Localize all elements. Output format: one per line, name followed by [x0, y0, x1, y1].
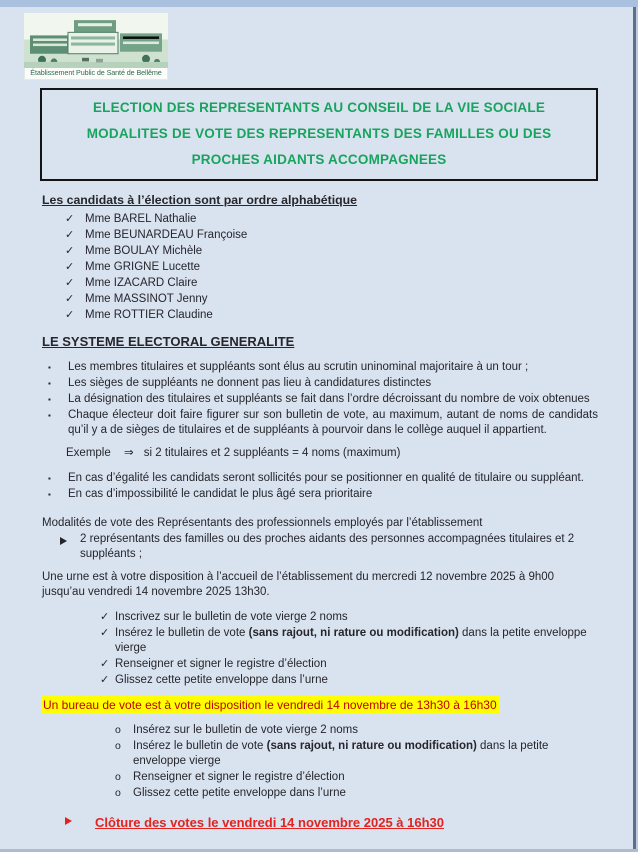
step-item — [115, 786, 633, 801]
step-text: Renseigner et signer le registre d’élection — [115, 658, 327, 670]
candidates-list — [65, 211, 633, 323]
candidate-name: Mme ROTTIER Claudine — [85, 309, 213, 321]
step-item — [100, 657, 633, 672]
document-page — [0, 7, 633, 830]
candidate-name: Mme GRIGNE Lucette — [85, 261, 201, 273]
candidate-item — [65, 243, 633, 259]
candidate-item — [65, 259, 633, 275]
check-icon: ✓ — [100, 674, 110, 686]
rule-item — [48, 471, 633, 486]
candidate-item — [65, 291, 633, 307]
square-bullet-icon: ▪ — [48, 379, 51, 388]
rule-item — [48, 392, 633, 407]
modalites-intro: Modalités de vote des Représentants des professionnels employés par l’établissement — [42, 517, 483, 529]
modalites-item — [60, 532, 633, 562]
rightwards-arrow-icon: ⇒ — [123, 447, 134, 459]
square-bullet-icon: ▪ — [48, 363, 51, 372]
square-bullet-icon: ▪ — [48, 411, 51, 420]
hospital-aerial-image — [24, 13, 168, 68]
check-icon: ✓ — [65, 261, 75, 273]
example-text: si 2 titulaires et 2 suppléants = 4 noms (maximum) — [143, 447, 401, 459]
circle-bullet-icon: o — [115, 724, 121, 736]
candidate-item — [65, 227, 633, 243]
step-item — [115, 770, 633, 785]
candidate-name: Mme MASSINOT Jenny — [85, 293, 208, 305]
step-text: Insérez le bulletin de vote (sans rajout, ni rature ou modification) dans la petite enveloppe vierge — [115, 627, 587, 654]
rule-item — [48, 360, 633, 375]
system-heading: LE SYSTEME ELECTORAL GENERALITE — [42, 334, 295, 349]
title-line-2: MODALITES DE VOTE DES REPRESENTANTS DES FAMILLES OU DES — [86, 126, 552, 141]
circle-bullet-icon: o — [115, 787, 121, 799]
example-label: Exemple — [66, 447, 111, 459]
step-text: Renseigner et signer le registre d’élection — [133, 771, 345, 783]
bureau-announcement — [42, 696, 633, 714]
check-icon: ✓ — [65, 293, 75, 305]
check-icon: ✓ — [100, 611, 110, 623]
tie-rules-list — [48, 471, 633, 502]
rule-item — [48, 487, 633, 502]
rule-text: Les membres titulaires et suppléants sont élus au scrutin uninominal majoritaire à un tour ; — [68, 361, 529, 373]
closing-line — [65, 815, 633, 830]
step-text-bold: (sans rajout, ni rature ou modification) — [266, 740, 477, 752]
step-item — [100, 610, 633, 625]
arrowhead-icon — [60, 532, 80, 550]
circle-bullet-icon: o — [115, 740, 121, 752]
rule-text: Chaque électeur doit faire figurer sur son bulletin de vote, au maximum, autant de noms de candidats qu’il y a de sièges de titulaires et de suppléants à pourvoir dans le collège auquel il appartient. — [68, 409, 598, 436]
arrowhead-icon — [65, 815, 85, 830]
step-text: Glissez cette petite enveloppe dans l’urne — [115, 674, 328, 686]
check-icon: ✓ — [65, 277, 75, 289]
square-bullet-icon: ▪ — [48, 395, 51, 404]
closing-text: Clôture des votes le vendredi 14 novembre 2025 à 16h30 — [95, 815, 444, 830]
rule-text: La désignation des titulaires et suppléants se fait dans l’ordre décroissant du nombre de voix obtenues — [68, 393, 590, 405]
window-top-edge — [0, 0, 638, 7]
title-line-3: PROCHES AIDANTS ACCOMPAGNEES — [191, 152, 447, 167]
candidate-name: Mme BEUNARDEAU Françoise — [85, 229, 248, 241]
candidate-name: Mme BOULAY Michèle — [85, 245, 203, 257]
step-text-bold: (sans rajout, ni rature ou modification) — [248, 627, 459, 639]
example-line — [66, 446, 633, 461]
vote-steps-list — [100, 610, 633, 688]
check-icon: ✓ — [65, 245, 75, 257]
check-icon: ✓ — [100, 627, 110, 639]
logo-caption: Établissement Public de Santé de Bellême — [30, 68, 162, 77]
rule-text: En cas d’impossibilité le candidat le plus âgé sera prioritaire — [68, 488, 373, 500]
step-item — [115, 739, 633, 769]
check-icon: ✓ — [65, 309, 75, 321]
step-text: Insérez le bulletin de vote (sans rajout, ni rature ou modification) dans la petite enveloppe vierge — [133, 740, 549, 767]
candidate-item — [65, 307, 633, 323]
urne-paragraph: Une urne est à votre disposition à l’accueil de l’établissement du mercredi 12 novembre 2025 à 9h00 jusqu’au vendredi 14 novembre 2025 13h30. — [42, 571, 555, 598]
title-box — [40, 88, 598, 181]
title-line-1: ELECTION DES REPRESENTANTS AU CONSEIL DE LA VIE SOCIALE — [92, 100, 546, 115]
candidate-item — [65, 211, 633, 227]
modalites-item-text: 2 représentants des familles ou des proches aidants des personnes accompagnées titulaires et 2 suppléants ; — [80, 533, 575, 560]
highlighted-text: Un bureau de vote est à votre disposition le vendredi 14 novembre de 13h30 à 16h30 — [42, 696, 500, 714]
candidates-heading: Les candidats à l’élection sont par ordre alphabétique — [42, 193, 358, 207]
page-right-border — [633, 7, 636, 852]
square-bullet-icon: ▪ — [48, 474, 51, 483]
rule-item — [48, 408, 633, 438]
establishment-logo — [24, 13, 168, 80]
step-text: Inscrivez sur le bulletin de vote vierge 2 noms — [115, 611, 348, 623]
bureau-steps-list — [115, 723, 633, 801]
candidate-name: Mme BAREL Nathalie — [85, 213, 197, 225]
check-icon: ✓ — [65, 229, 75, 241]
rule-text: En cas d’égalité les candidats seront sollicités pour se positionner en qualité de titulaire ou suppléant. — [68, 472, 584, 484]
rule-text: Les sièges de suppléants ne donnent pas lieu à candidatures distinctes — [68, 377, 432, 389]
rule-item — [48, 376, 633, 391]
step-item — [115, 723, 633, 738]
circle-bullet-icon: o — [115, 771, 121, 783]
step-item — [100, 673, 633, 688]
step-text: Insérez sur le bulletin de vote vierge 2 noms — [133, 724, 359, 736]
system-rules-list — [48, 360, 633, 438]
check-icon: ✓ — [100, 658, 110, 670]
step-text: Glissez cette petite enveloppe dans l’urne — [133, 787, 346, 799]
step-item — [100, 626, 633, 656]
candidate-name: Mme IZACARD Claire — [85, 277, 198, 289]
candidate-item — [65, 275, 633, 291]
check-icon: ✓ — [65, 213, 75, 225]
square-bullet-icon: ▪ — [48, 490, 51, 499]
